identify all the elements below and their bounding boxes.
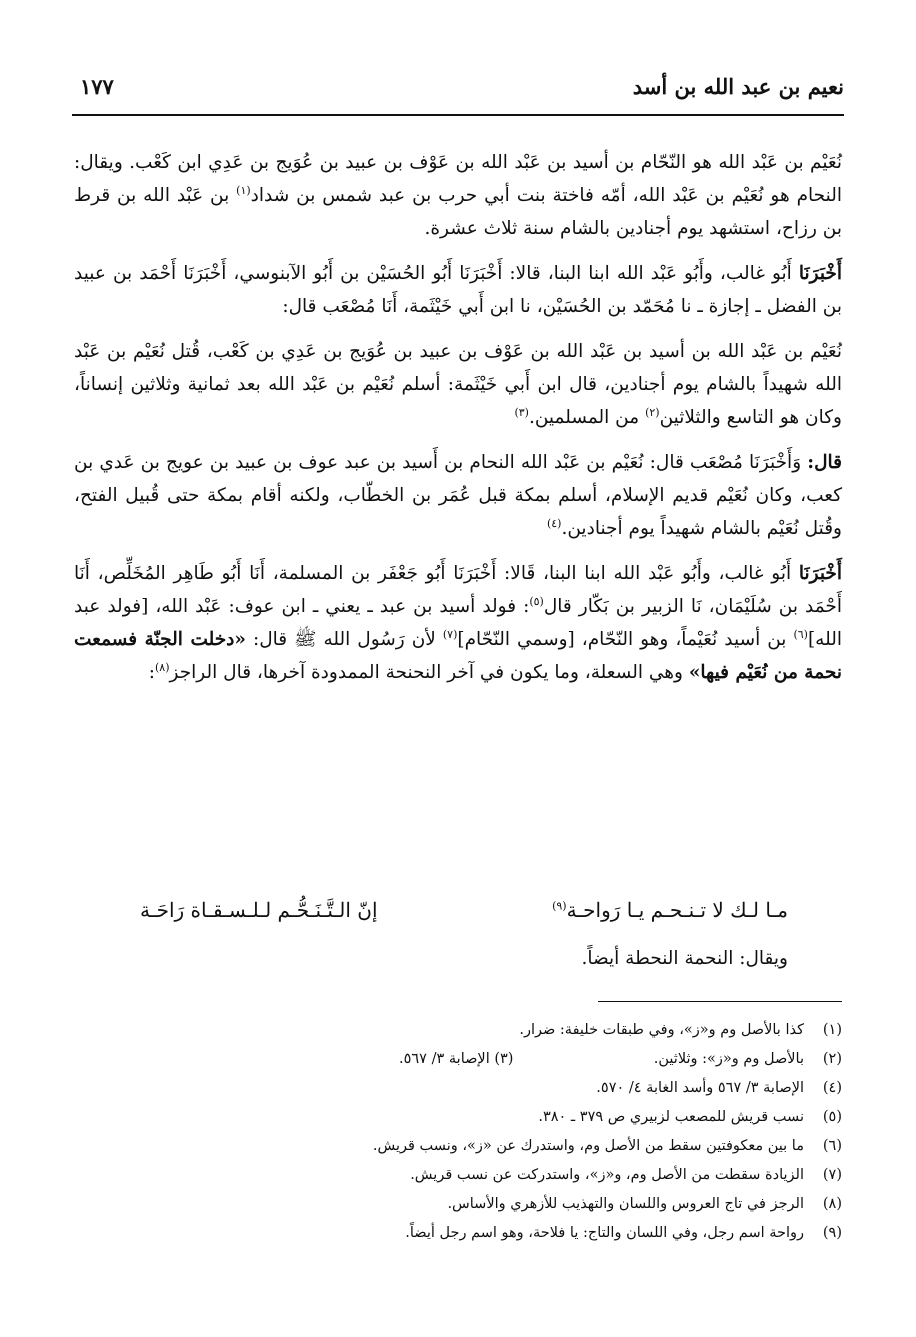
footnote-ref-6: (٦) [793, 627, 808, 641]
footnote-ref-4: (٤) [546, 516, 562, 530]
paragraph-5: أَخْبَرَنَا أَبُو غالب، وأَبُو عَبْد الله ابنا البنا، قَالا: أَخْبَرَنَا أَبُو جَعْفَر بن المسلمة، أَنَا أَبُو طَاهِر المُخَلِّص، أَنَا أَحْمَد بن سُلَيْمَان، نَا الزبير بن بَكّار قال$^{(٥)}$: فولد أسيد بن عبد ـ يعني ـ ابن عوف: عَبْد الله، [فولد عبد الله]$^{(٦)}$ بن أسيد نُعَيْماً، وهو النّحّام، [وسمي النّحّام]$^{(٧)}$ لأن رَسُول الله ﷺ قال: «دخلت الجنّة فسمعت نحمة من نُعَيْم فيها» وهي السعلة، وما يكون في آخر النحنحة الممدودة آخرها، قال الراجز$^{(٨)}$: [74, 563, 843, 683]
footnote-ref-2: (٢) [645, 405, 660, 419]
footnote-item: (٥)نسب قريش للمصعب لزبيري ص ٣٧٩ ـ ٣٨٠. [538, 1109, 842, 1125]
header-rule [72, 114, 844, 116]
main-text [74, 146, 842, 701]
footnote-ref-1: (١) [236, 183, 251, 197]
qala-label: قال: [807, 452, 842, 473]
footnote-ref-3: (٣) [514, 405, 529, 419]
footnotes [74, 1016, 842, 1248]
page-header [72, 72, 844, 106]
footnote-item: (٤)الإصابة ٣/ ٥٦٧ وأسد الغابة ٤/ ٥٧٠. [596, 1080, 842, 1096]
footnote-item: (٢)بالأصل وم و«ز»: وثلاثين. (٣) الإصابة ٣/ ٥٦٧. [74, 1045, 842, 1074]
hadith-quote: «دخلت الجنّة فسمعت نحمة من نُعَيْم فيها» [74, 629, 842, 683]
paragraph-3: نُعَيْم بن عَبْد الله بن أسيد بن عَبْد الله بن عَوْف بن عبيد بن عُوَيج بن عَدِي بن كَعْب، قُتل نُعَيْم بن عَبْد الله شهيداً بالشام يوم أجنادين، قال ابن أَبي خَيْثَمة: أسلم نُعَيْم بن عَبْد الله بعد ثمانية وثلاثين إنساناً، وكان هو التاسع والثلاثين$^{(٢)}$ من المسلمين.$^{(٣)}$ [74, 341, 842, 428]
footnote-item: (٩)رواحة اسم رجل، وفي اللسان والتاج: يا فلاحة، وهو اسم رجل أيضاً. [405, 1225, 842, 1241]
isnad-label: أَخْبَرَنَا [798, 563, 842, 584]
footnote-ref-7: (٧) [442, 627, 458, 641]
verse-first-hemistich: مـا لـك لا تـنـحـم يـا رَواحـة$^{(٩)}$ [552, 898, 788, 922]
paragraph-2: أَخْبَرَنَا أَبُو غالب، وأَبُو عَبْد الله ابنا البنا، قالا: أَخْبَرَنَا أَبُو الحُسَيْن بن أَبُو الآبنوسي، أَخْبَرَنَا أَحْمَد بن عبيد بن الفضل ـ إجازة ـ نا مُحَمّد بن الحُسَيْن، نا ابن أَبي خَيْثَمة، أَنَا مُصْعَب قال: [74, 263, 842, 317]
footnote-ref-9: (٩) [552, 899, 567, 913]
poetry-verse [140, 898, 788, 934]
footnote-item: (٨)الرجز في تاج العروس واللسان والتهذيب للأزهري والأساس. [447, 1196, 842, 1212]
running-title: نعيم بن عبد الله بن أسد [632, 74, 844, 99]
footnote-ref-5: (٥) [529, 594, 544, 608]
footnote-item: (١)كذا بالأصل وم و«ز»، وفي طبقات خليفة: ضرار. [519, 1022, 842, 1038]
footnote-separator [598, 1001, 842, 1002]
paragraph-4: قال: وَأَخْبَرَنَا مُصْعَب قال: نُعَيْم بن عَبْد الله النحام بن أَسيد بن عبد عوف بن عبيد بن عويج بن عَدي بن كعب، وكان نُعَيْم قديم الإسلام، أسلم بمكة قبل عُمَر بن الخطّاب، ولكنه أقام بمكة حتى قُبيل الفتح، وقُتل نُعَيْم بالشام شهيداً يوم أجنادين.$^{(٤)}$ [74, 452, 842, 539]
footnote-ref-8: (٨) [154, 660, 170, 674]
paragraph-1: نُعَيْم بن عَبْد الله هو النّحّام بن أسيد بن عَبْد الله بن عَوْف بن عبيد بن عُوَيج بن عَدِي ابن كَعْب. ويقال: النحام هو نُعَيْم بن عَبْد الله، أمّه فاختة بنت أبي حرب بن عبد شمس بن شداد$^{(١)}$ بن عَبْد الله بن قرط بن رزاح، استشهد يوم أجنادين بالشام سنة ثلاث عشرة. [74, 152, 842, 239]
closing-line: ويقال: النحمة النحطة أيضاً. [581, 948, 788, 969]
page-number: ١٧٧ [80, 74, 114, 99]
footnote-inline-3: (٣) الإصابة ٣/ ٥٦٧. [399, 1051, 514, 1067]
isnad-label: أَخْبَرَنَا [798, 263, 842, 284]
verse-second-hemistich: إنّ الـتَّـنَـحُّـم لـلـسـقـاة رَاحَـة [140, 898, 378, 922]
footnote-item: (٦)ما بين معكوفتين سقط من الأصل وم، واستدرك عن «ز»، ونسب قريش. [372, 1138, 842, 1154]
footnote-item: (٧)الزيادة سقطت من الأصل وم، و«ز»، واستدركت عن نسب قريش. [410, 1167, 842, 1183]
